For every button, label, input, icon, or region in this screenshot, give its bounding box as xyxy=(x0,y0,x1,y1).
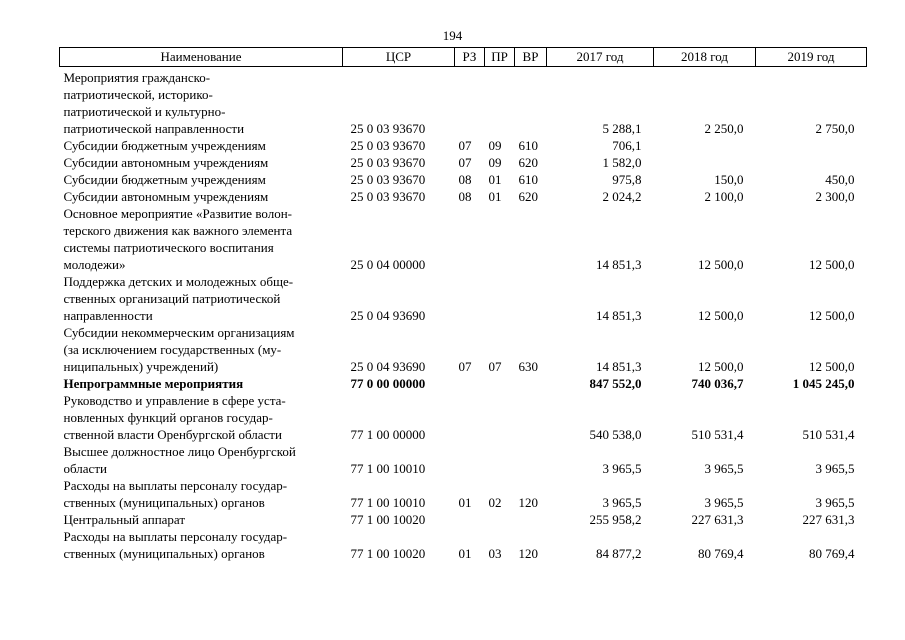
cell-name: Основное мероприятие «Развитие волон- xyxy=(63,206,292,221)
table-row xyxy=(60,426,867,443)
table-row xyxy=(60,154,867,171)
cell-vr: 120 xyxy=(518,495,538,510)
cell-rz xyxy=(455,443,485,460)
table-row xyxy=(60,120,867,137)
cell-name: патриотической, историко- xyxy=(63,87,213,102)
table-row xyxy=(60,341,867,358)
cell-2017: 14 851,3 xyxy=(596,257,642,272)
cell-pr xyxy=(485,120,515,137)
cell-rz: 01 xyxy=(458,495,472,510)
cell-2018 xyxy=(654,528,756,545)
header-2019: 2019 год xyxy=(756,48,867,67)
cell-name: Расходы на выплаты персоналу государ- xyxy=(63,529,288,544)
cell-csr: 77 0 00 00000 xyxy=(350,376,426,391)
cell-rz xyxy=(455,239,485,256)
cell-pr xyxy=(485,341,515,358)
cell-2017 xyxy=(547,103,654,120)
cell-csr xyxy=(343,222,455,239)
cell-pr xyxy=(485,273,515,290)
cell-name: ственных организаций патриотической xyxy=(63,291,281,306)
cell-rz xyxy=(455,460,485,477)
cell-2017: 2 024,2 xyxy=(602,189,642,204)
cell-csr xyxy=(343,324,455,341)
cell-name: направленности xyxy=(63,308,153,323)
cell-2018: 3 965,5 xyxy=(704,495,744,510)
cell-name: патриотической направленности xyxy=(63,121,245,136)
cell-2019 xyxy=(756,528,867,545)
cell-2018: 510 531,4 xyxy=(691,427,744,442)
cell-vr xyxy=(515,290,547,307)
cell-vr: 620 xyxy=(518,155,538,170)
cell-csr: 77 1 00 10010 xyxy=(350,495,426,510)
cell-2018 xyxy=(654,67,756,87)
cell-vr: 120 xyxy=(518,546,538,561)
cell-pr: 01 xyxy=(488,189,502,204)
cell-2019 xyxy=(756,67,867,87)
cell-2017 xyxy=(547,341,654,358)
cell-2018 xyxy=(654,239,756,256)
cell-csr: 25 0 03 93670 xyxy=(350,189,426,204)
cell-pr: 09 xyxy=(488,155,502,170)
cell-2019 xyxy=(756,324,867,341)
cell-rz xyxy=(455,375,485,392)
cell-csr xyxy=(343,528,455,545)
cell-2018 xyxy=(654,86,756,103)
cell-pr xyxy=(485,375,515,392)
cell-2018: 2 250,0 xyxy=(704,121,744,136)
table-row xyxy=(60,358,867,375)
cell-2018 xyxy=(654,443,756,460)
cell-2018: 80 769,4 xyxy=(698,546,744,561)
cell-pr: 02 xyxy=(488,495,502,510)
cell-vr xyxy=(515,222,547,239)
cell-2017 xyxy=(547,324,654,341)
cell-csr xyxy=(343,409,455,426)
cell-rz xyxy=(455,86,485,103)
cell-pr xyxy=(485,205,515,222)
cell-2019: 3 965,5 xyxy=(815,495,855,510)
cell-rz xyxy=(455,103,485,120)
table-row xyxy=(60,511,867,528)
table-row xyxy=(60,528,867,545)
cell-2019: 80 769,4 xyxy=(809,546,855,561)
cell-2017 xyxy=(547,205,654,222)
cell-2019: 12 500,0 xyxy=(809,257,855,272)
cell-2019: 1 045 245,0 xyxy=(792,376,855,391)
cell-csr xyxy=(343,477,455,494)
cell-2019 xyxy=(756,239,867,256)
cell-2018: 227 631,3 xyxy=(691,512,744,527)
cell-vr xyxy=(515,477,547,494)
cell-csr: 77 1 00 10010 xyxy=(350,461,426,476)
cell-vr xyxy=(515,511,547,528)
cell-pr: 07 xyxy=(488,359,502,374)
cell-2017 xyxy=(547,67,654,87)
cell-vr xyxy=(515,86,547,103)
table-row xyxy=(60,67,867,87)
cell-2019: 3 965,5 xyxy=(815,461,855,476)
cell-name: молодежи» xyxy=(63,257,126,272)
table-row xyxy=(60,86,867,103)
cell-name: Субсидии автономным учреждениям xyxy=(63,189,269,204)
cell-vr xyxy=(515,67,547,87)
table-row xyxy=(60,222,867,239)
cell-vr xyxy=(515,103,547,120)
cell-rz: 08 xyxy=(458,189,472,204)
cell-2018 xyxy=(654,154,756,171)
table-row xyxy=(60,494,867,511)
cell-2019: 12 500,0 xyxy=(809,308,855,323)
table-row xyxy=(60,409,867,426)
cell-csr: 25 0 04 00000 xyxy=(350,257,426,272)
cell-name: Субсидии автономным учреждениям xyxy=(63,155,269,170)
table-row xyxy=(60,443,867,460)
cell-2019: 2 300,0 xyxy=(815,189,855,204)
table-row xyxy=(60,273,867,290)
cell-pr xyxy=(485,426,515,443)
cell-2017: 3 965,5 xyxy=(602,461,642,476)
cell-2017: 1 582,0 xyxy=(602,155,642,170)
cell-csr: 25 0 03 93670 xyxy=(350,172,426,187)
cell-2018: 12 500,0 xyxy=(698,308,744,323)
cell-csr xyxy=(343,239,455,256)
cell-2019 xyxy=(756,477,867,494)
cell-rz: 07 xyxy=(458,155,472,170)
cell-name: терского движения как важного элемента xyxy=(63,223,293,238)
cell-2017: 847 552,0 xyxy=(589,376,642,391)
cell-vr xyxy=(515,239,547,256)
budget-table xyxy=(59,47,867,562)
cell-pr xyxy=(485,256,515,273)
cell-csr xyxy=(343,341,455,358)
header-2018: 2018 год xyxy=(654,48,756,67)
cell-2019 xyxy=(756,154,867,171)
cell-2017: 3 965,5 xyxy=(602,495,642,510)
cell-2019: 510 531,4 xyxy=(802,427,855,442)
cell-2018 xyxy=(654,477,756,494)
cell-pr xyxy=(485,222,515,239)
cell-csr: 25 0 03 93670 xyxy=(350,155,426,170)
cell-name: новленных функций органов государ- xyxy=(63,410,273,425)
cell-2018 xyxy=(654,103,756,120)
cell-2017: 14 851,3 xyxy=(596,359,642,374)
cell-2019: 227 631,3 xyxy=(802,512,855,527)
cell-name: Субсидии бюджетным учреждениям xyxy=(63,138,266,153)
cell-2018 xyxy=(654,205,756,222)
cell-2017 xyxy=(547,273,654,290)
cell-2018 xyxy=(654,137,756,154)
cell-vr xyxy=(515,324,547,341)
header-csr: ЦСР xyxy=(343,48,455,67)
cell-name: ственных (муниципальных) органов xyxy=(63,546,265,561)
cell-2018: 12 500,0 xyxy=(698,359,744,374)
cell-rz: 07 xyxy=(458,138,472,153)
cell-vr xyxy=(515,443,547,460)
cell-csr: 77 1 00 10020 xyxy=(350,512,426,527)
cell-2018: 3 965,5 xyxy=(704,461,744,476)
cell-name: ственных (муниципальных) органов xyxy=(63,495,265,510)
cell-2019 xyxy=(756,290,867,307)
header-vr: ВР xyxy=(515,48,547,67)
cell-pr xyxy=(485,409,515,426)
cell-pr xyxy=(485,392,515,409)
cell-name: Расходы на выплаты персоналу государ- xyxy=(63,478,288,493)
cell-2017 xyxy=(547,86,654,103)
cell-vr xyxy=(515,307,547,324)
cell-name: Поддержка детских и молодежных обще- xyxy=(63,274,294,289)
cell-name: Субсидии бюджетным учреждениям xyxy=(63,172,266,187)
cell-name: системы патриотического воспитания xyxy=(63,240,274,255)
cell-csr xyxy=(343,86,455,103)
cell-2017: 975,8 xyxy=(612,172,642,187)
table-row xyxy=(60,392,867,409)
cell-2017 xyxy=(547,222,654,239)
cell-pr xyxy=(485,477,515,494)
cell-name: Центральный аппарат xyxy=(63,512,186,527)
header-2017: 2017 год xyxy=(547,48,654,67)
cell-pr xyxy=(485,443,515,460)
cell-2018 xyxy=(654,392,756,409)
cell-rz xyxy=(455,392,485,409)
cell-vr: 610 xyxy=(518,138,538,153)
cell-2017: 706,1 xyxy=(612,138,642,153)
cell-2018: 150,0 xyxy=(714,172,744,187)
cell-csr: 25 0 04 93690 xyxy=(350,359,426,374)
table-row xyxy=(60,477,867,494)
cell-2019 xyxy=(756,222,867,239)
cell-2019 xyxy=(756,205,867,222)
cell-2019: 12 500,0 xyxy=(809,359,855,374)
page-number: 194 xyxy=(442,28,463,43)
table-row xyxy=(60,137,867,154)
cell-name: Высшее должностное лицо Оренбургской xyxy=(63,444,296,459)
cell-rz xyxy=(455,528,485,545)
cell-rz xyxy=(455,273,485,290)
cell-2017: 84 877,2 xyxy=(596,546,642,561)
cell-vr xyxy=(515,273,547,290)
cell-rz xyxy=(455,511,485,528)
cell-pr xyxy=(485,511,515,528)
cell-vr xyxy=(515,341,547,358)
cell-rz xyxy=(455,290,485,307)
cell-2017: 255 958,2 xyxy=(589,512,642,527)
cell-name: области xyxy=(63,461,107,476)
header-pr: ПР xyxy=(485,48,515,67)
cell-2018 xyxy=(654,273,756,290)
cell-rz xyxy=(455,341,485,358)
cell-rz xyxy=(455,426,485,443)
cell-name: Руководство и управление в сфере уста- xyxy=(63,393,286,408)
cell-pr: 03 xyxy=(488,546,502,561)
table-body xyxy=(60,67,867,563)
cell-pr: 01 xyxy=(488,172,502,187)
cell-csr xyxy=(343,205,455,222)
cell-rz xyxy=(455,222,485,239)
cell-2017 xyxy=(547,409,654,426)
cell-2018: 740 036,7 xyxy=(691,376,744,391)
cell-rz xyxy=(455,409,485,426)
cell-csr: 77 1 00 00000 xyxy=(350,427,426,442)
cell-vr xyxy=(515,256,547,273)
table-row xyxy=(60,460,867,477)
cell-pr xyxy=(485,67,515,87)
cell-rz xyxy=(455,205,485,222)
cell-name: (за исключением государственных (му- xyxy=(63,342,282,357)
table-row xyxy=(60,256,867,273)
cell-pr xyxy=(485,307,515,324)
cell-rz xyxy=(455,324,485,341)
cell-2018 xyxy=(654,290,756,307)
cell-vr xyxy=(515,528,547,545)
table-row xyxy=(60,103,867,120)
cell-2018 xyxy=(654,409,756,426)
cell-name: патриотической и культурно- xyxy=(63,104,226,119)
cell-name: ниципальных) учреждений) xyxy=(63,359,219,374)
table-row xyxy=(60,375,867,392)
cell-pr xyxy=(485,239,515,256)
cell-2017: 5 288,1 xyxy=(602,121,642,136)
cell-vr xyxy=(515,205,547,222)
table-row xyxy=(60,324,867,341)
cell-csr xyxy=(343,67,455,87)
cell-pr xyxy=(485,324,515,341)
cell-2019: 450,0 xyxy=(825,172,855,187)
cell-rz: 07 xyxy=(458,359,472,374)
cell-2019 xyxy=(756,409,867,426)
cell-csr xyxy=(343,103,455,120)
cell-vr xyxy=(515,460,547,477)
cell-2017 xyxy=(547,477,654,494)
cell-name: ственной власти Оренбургской области xyxy=(63,427,282,442)
cell-csr: 77 1 00 10020 xyxy=(350,546,426,561)
cell-rz xyxy=(455,477,485,494)
header-name: Наименование xyxy=(60,48,343,67)
cell-2017 xyxy=(547,528,654,545)
cell-2019 xyxy=(756,86,867,103)
cell-pr xyxy=(485,528,515,545)
cell-csr: 25 0 03 93670 xyxy=(350,121,426,136)
cell-2017: 540 538,0 xyxy=(589,427,642,442)
cell-csr: 25 0 03 93670 xyxy=(350,138,426,153)
cell-vr xyxy=(515,409,547,426)
cell-2017 xyxy=(547,239,654,256)
cell-2019 xyxy=(756,443,867,460)
cell-2017 xyxy=(547,290,654,307)
cell-name: Субсидии некоммерческим организациям xyxy=(63,325,295,340)
cell-2019 xyxy=(756,103,867,120)
cell-vr xyxy=(515,375,547,392)
cell-rz: 01 xyxy=(458,546,472,561)
cell-vr xyxy=(515,120,547,137)
cell-rz xyxy=(455,120,485,137)
cell-pr xyxy=(485,460,515,477)
cell-csr xyxy=(343,443,455,460)
cell-2019 xyxy=(756,273,867,290)
table-row xyxy=(60,545,867,562)
table-row xyxy=(60,307,867,324)
cell-pr xyxy=(485,103,515,120)
cell-2017 xyxy=(547,392,654,409)
cell-pr xyxy=(485,86,515,103)
cell-vr: 620 xyxy=(518,189,538,204)
cell-name: Непрограммные мероприятия xyxy=(63,376,244,391)
cell-vr xyxy=(515,392,547,409)
cell-2018: 12 500,0 xyxy=(698,257,744,272)
cell-2019 xyxy=(756,392,867,409)
cell-2018 xyxy=(654,324,756,341)
header-rz: РЗ xyxy=(455,48,485,67)
cell-csr xyxy=(343,273,455,290)
cell-csr: 25 0 04 93690 xyxy=(350,308,426,323)
table-row xyxy=(60,171,867,188)
cell-rz: 08 xyxy=(458,172,472,187)
cell-rz xyxy=(455,256,485,273)
cell-vr xyxy=(515,426,547,443)
cell-2017: 14 851,3 xyxy=(596,308,642,323)
table-row xyxy=(60,290,867,307)
cell-csr xyxy=(343,392,455,409)
cell-2019 xyxy=(756,341,867,358)
cell-2018 xyxy=(654,222,756,239)
cell-name: Мероприятия гражданско- xyxy=(63,70,211,85)
cell-vr: 630 xyxy=(518,359,538,374)
cell-2017 xyxy=(547,443,654,460)
cell-2018: 2 100,0 xyxy=(704,189,744,204)
cell-rz xyxy=(455,307,485,324)
cell-pr xyxy=(485,290,515,307)
cell-2019 xyxy=(756,137,867,154)
cell-2018 xyxy=(654,341,756,358)
table-header-row xyxy=(60,48,867,67)
table-row xyxy=(60,239,867,256)
cell-csr xyxy=(343,290,455,307)
cell-2019: 2 750,0 xyxy=(815,121,855,136)
table-row xyxy=(60,205,867,222)
cell-vr: 610 xyxy=(518,172,538,187)
table-row xyxy=(60,188,867,205)
cell-pr: 09 xyxy=(488,138,502,153)
cell-rz xyxy=(455,67,485,87)
